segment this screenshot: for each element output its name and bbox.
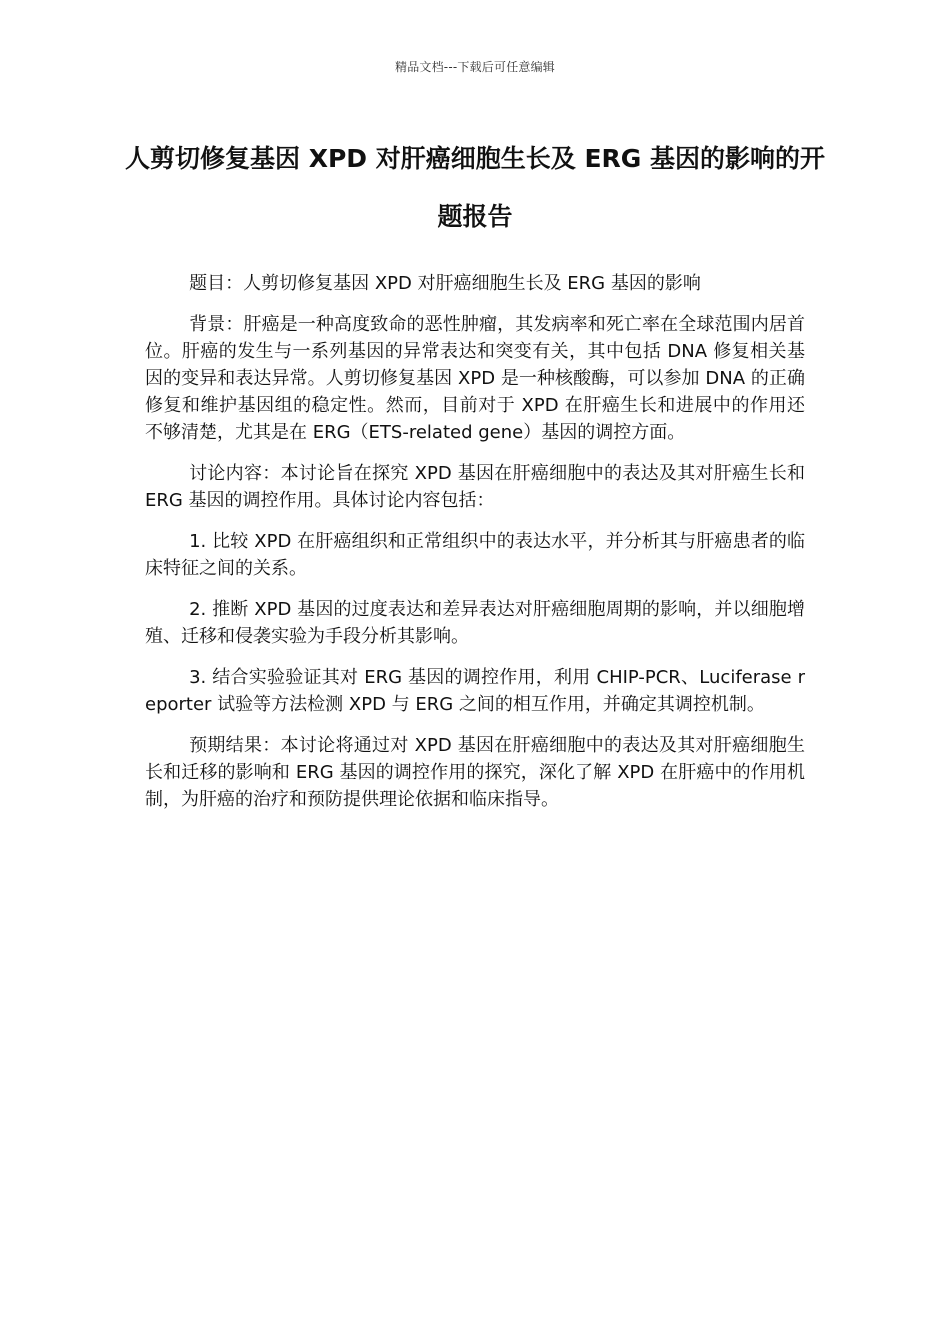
paragraph-item-1: 1. 比较 XPD 在肝癌组织和正常组织中的表达水平，并分析其与肝癌患者的临床特征之间的关系。: [145, 531, 805, 579]
header-note: 精品文档---下载后可任意编辑: [395, 60, 555, 74]
paragraph-expected-results: 预期结果：本讨论将通过对 XPD 基因在肝癌细胞中的表达及其对肝癌细胞生长和迁移的影响和 ERG 基因的调控作用的探究，深化了解 XPD 在肝癌中的作用机制，为肝癌的治疗和预防提供理论依据和临床指导。: [145, 735, 805, 810]
paragraph-background: 背景：肝癌是一种高度致命的恶性肿瘤，其发病率和死亡率在全球范围内居首位。肝癌的发生与一系列基因的异常表达和突变有关，其中包括 DNA 修复相关基因的变异和表达异常。人剪切修复基因 XPD 是一种核酸酶，可以参加 DNA 的正确修复和维护基因组的稳定性。然而，目前对于 XPD 在肝癌生长和进展中的作用还不够清楚，尤其是在 ERG（ETS-related gene）基因的调控方面。: [145, 314, 805, 443]
paragraph-topic: 题目：人剪切修复基因 XPD 对肝癌细胞生长及 ERG 基因的影响: [189, 273, 701, 294]
paragraph-research-content: 讨论内容：本讨论旨在探究 XPD 基因在肝癌细胞中的表达及其对肝癌生长和 ERG 基因的调控作用。具体讨论内容包括：: [145, 463, 805, 511]
document-body: [145, 270, 805, 827]
paragraph-item-2: 2. 推断 XPD 基因的过度表达和差异表达对肝癌细胞周期的影响，并以细胞增殖、迁移和侵袭实验为手段分析其影响。: [145, 599, 805, 647]
paragraph-item-3: 3. 结合实验验证其对 ERG 基因的调控作用，利用 CHIP-PCR、Luciferase reporter 试验等方法检测 XPD 与 ERG 之间的相互作用，并确定其调控机制。: [145, 667, 805, 715]
document-title: 人剪切修复基因 XPD 对肝癌细胞生长及 ERG 基因的影响的开题报告: [124, 144, 825, 231]
